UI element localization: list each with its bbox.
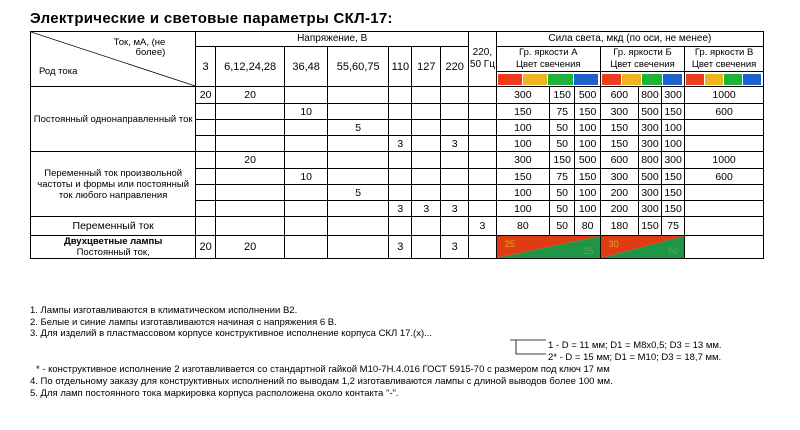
table-cell	[685, 120, 764, 136]
table-cell: 1000	[685, 87, 764, 104]
table-cell: 100	[496, 201, 549, 217]
color-swatch	[724, 74, 743, 85]
table-cell: 150	[496, 104, 549, 120]
table-cell	[285, 136, 328, 152]
table-cell	[441, 152, 469, 169]
table-cell	[469, 169, 497, 185]
bicolor-subtitle: Постоянный ток,	[76, 247, 150, 258]
table-cell: 100	[496, 136, 549, 152]
note-bracket	[510, 336, 550, 360]
group-b-label: Гр. яркости Б	[613, 47, 672, 58]
bicolor-title: Двухцветные лампы	[63, 236, 163, 247]
voltage-col-3: 3	[196, 47, 216, 87]
voltage-header: Напряжение, В	[196, 32, 469, 47]
table-cell	[441, 169, 469, 185]
group-b-color-label: Цвет свечения	[610, 59, 675, 70]
table-cell: 20	[215, 87, 284, 104]
color-swatch	[602, 74, 622, 85]
bicolor-group-a	[496, 236, 600, 259]
color-swatch	[743, 74, 762, 85]
table-cell	[685, 236, 764, 259]
table-cell: 800	[638, 152, 661, 169]
table-cell: 500	[575, 152, 600, 169]
table-cell	[196, 201, 216, 217]
table-cell: 150	[600, 120, 638, 136]
table-cell: 3	[441, 201, 469, 217]
table-cell: 300	[600, 169, 638, 185]
table-cell: 75	[549, 104, 574, 120]
bicolor-value-red: 25	[504, 239, 515, 249]
table-cell	[441, 217, 469, 236]
table-cell: 5	[328, 185, 389, 201]
voltage-col-36-48: 36,48	[285, 47, 328, 87]
table-cell: 100	[496, 185, 549, 201]
table-cell	[215, 185, 284, 201]
table-cell: 150	[662, 185, 685, 201]
note-3-variant-1: 1 - D = 11 мм; D1 = М8х0,5; D3 = 13 мм.	[548, 340, 722, 351]
group-a-color-label: Цвет свечения	[516, 59, 581, 70]
table-cell: 200	[600, 185, 638, 201]
table-cell: 150	[575, 104, 600, 120]
bicolor-value-red: 30	[608, 239, 619, 249]
table-cell	[328, 236, 389, 259]
table-cell	[328, 169, 389, 185]
table-cell: 150	[549, 152, 574, 169]
group-v-color-label: Цвет свечения	[691, 59, 757, 70]
table-cell: 75	[662, 217, 685, 236]
table-cell: 150	[600, 136, 638, 152]
note-2: 2. Белые и синие лампы изготавливаются начиная с напряжения 6 В.	[30, 316, 337, 328]
table-cell	[328, 201, 389, 217]
table-cell: 100	[496, 120, 549, 136]
table-cell	[285, 217, 328, 236]
table-cell	[328, 104, 389, 120]
table-cell: 75	[549, 169, 574, 185]
table-cell	[469, 236, 497, 259]
table-cell: 10	[285, 169, 328, 185]
voltage-col-127: 127	[412, 47, 441, 87]
color-swatch	[642, 74, 662, 85]
current-type-cell: Переменный ток	[31, 217, 196, 236]
table-cell: 300	[662, 87, 685, 104]
color-swatch	[622, 74, 642, 85]
table-cell: 50	[549, 185, 574, 201]
note-3: 3. Для изделий в пластмассовом корпусе конструктивное исполнение корпуса СКЛ 17.(х)...	[30, 328, 433, 340]
table-cell	[389, 217, 412, 236]
table-cell: 3	[389, 236, 412, 259]
table-cell	[469, 136, 497, 152]
note-1: 1. Лампы изготавливаются в климатическом исполнении В2.	[30, 305, 298, 316]
current-type-cell: Переменный ток произвольной частоты и формы или постоянный ток любого направления	[31, 152, 196, 217]
table-cell: 600	[685, 169, 764, 185]
table-cell	[389, 169, 412, 185]
table-cell: 500	[638, 104, 661, 120]
table-cell	[469, 152, 497, 169]
table-cell	[441, 87, 469, 104]
table-cell: 100	[575, 120, 600, 136]
table-cell: 300	[496, 87, 549, 104]
note-5: 5. Для ламп постоянного тока маркировка корпуса расположена около контакта "-".	[30, 388, 399, 399]
table-cell: 500	[575, 87, 600, 104]
table-cell	[328, 152, 389, 169]
parameters-table	[30, 31, 764, 259]
table-cell: 3	[441, 236, 469, 259]
table-cell: 100	[662, 120, 685, 136]
table-cell	[285, 152, 328, 169]
page-title: Электрические и световые параметры СКЛ-17:	[30, 10, 393, 27]
voltage-col-110: 110	[389, 47, 412, 87]
group-v-swatches	[685, 72, 764, 87]
table-cell: 150	[662, 104, 685, 120]
group-b-header	[600, 47, 684, 72]
note-asterisk: * - конструктивное исполнение 2 изготавливается со стандартной гайкой М10-7Н.4.016 ГОСТ 5915-70 с размером под ключ 17 мм	[36, 364, 610, 375]
table-cell: 100	[575, 201, 600, 217]
table-cell	[412, 87, 441, 104]
table-cell: 200	[600, 201, 638, 217]
note-3-variant-2: 2* - D = 15 мм; D1 = М10; D3 = 18,7 мм.	[548, 352, 722, 363]
table-cell: 300	[600, 104, 638, 120]
table-cell	[685, 217, 764, 236]
table-cell	[469, 201, 497, 217]
header-corner-cell	[31, 32, 196, 87]
table-cell	[412, 236, 441, 259]
table-cell: 300	[638, 120, 661, 136]
group-a-label: Гр. яркости А	[519, 47, 578, 58]
table-cell	[412, 152, 441, 169]
table-cell	[215, 136, 284, 152]
table-cell	[412, 136, 441, 152]
table-cell: 100	[575, 185, 600, 201]
table-cell	[389, 87, 412, 104]
table-cell	[196, 185, 216, 201]
current-type-cell: Постоянный однонаправленный ток	[31, 87, 196, 152]
table-cell	[285, 185, 328, 201]
table-cell	[215, 201, 284, 217]
table-cell: 50	[549, 136, 574, 152]
table-cell	[285, 120, 328, 136]
table-cell: 20	[215, 236, 284, 259]
table-cell	[412, 104, 441, 120]
color-swatch-row	[686, 74, 762, 85]
table-cell: 80	[496, 217, 549, 236]
table-cell	[215, 169, 284, 185]
group-v-header	[685, 47, 764, 72]
luminous-header: Сила света, мкд (по оси, не менее)	[496, 32, 763, 47]
color-swatch	[548, 74, 573, 85]
table-cell	[389, 120, 412, 136]
table-cell: 600	[600, 87, 638, 104]
table-cell	[685, 136, 764, 152]
table-cell: 300	[496, 152, 549, 169]
table-cell: 50	[549, 201, 574, 217]
group-a-header	[496, 47, 600, 72]
table-cell: 500	[638, 169, 661, 185]
voltage-col-55-75: 55,60,75	[328, 47, 389, 87]
table-cell: 3	[389, 136, 412, 152]
table-cell: 300	[638, 201, 661, 217]
table-cell: 100	[662, 136, 685, 152]
table-cell: 180	[600, 217, 638, 236]
group-b-swatches	[600, 72, 684, 87]
table-row	[31, 87, 764, 104]
table-cell	[328, 217, 389, 236]
table-cell: 20	[196, 236, 216, 259]
table-cell: 80	[575, 217, 600, 236]
current-type-header: Род тока	[39, 66, 78, 77]
table-cell	[285, 236, 328, 259]
table-cell: 300	[638, 185, 661, 201]
table-cell: 600	[685, 104, 764, 120]
table-cell	[389, 152, 412, 169]
table-cell: 3	[441, 136, 469, 152]
table-cell: 150	[496, 169, 549, 185]
table-cell	[389, 104, 412, 120]
table-cell	[685, 201, 764, 217]
bicolor-value-green: 50	[668, 246, 679, 256]
table-cell: 50	[549, 217, 574, 236]
table-cell	[215, 104, 284, 120]
bicolor-value-green: 25	[583, 246, 594, 256]
ac-voltage-header	[469, 32, 497, 87]
group-v-label: Гр. яркости В	[694, 47, 754, 58]
table-cell	[389, 185, 412, 201]
bicolor-group-b	[600, 236, 684, 259]
table-cell	[328, 136, 389, 152]
color-swatch-row	[602, 74, 683, 85]
table-cell	[196, 152, 216, 169]
table-cell	[685, 185, 764, 201]
table-cell	[215, 217, 284, 236]
table-row	[31, 236, 764, 259]
color-swatch	[705, 74, 724, 85]
table-cell: 300	[638, 136, 661, 152]
table-cell: 50	[549, 120, 574, 136]
table-cell	[412, 217, 441, 236]
table-cell	[196, 120, 216, 136]
color-swatch	[663, 74, 683, 85]
table-cell: 150	[662, 201, 685, 217]
notes	[30, 305, 432, 340]
table-cell: 20	[215, 152, 284, 169]
table-cell: 10	[285, 104, 328, 120]
table-cell: 300	[662, 152, 685, 169]
table-cell	[328, 87, 389, 104]
voltage-col-6-28: 6,12,24,28	[215, 47, 284, 87]
color-swatch	[574, 74, 599, 85]
table-cell: 150	[549, 87, 574, 104]
table-cell: 600	[600, 152, 638, 169]
color-swatch	[523, 74, 548, 85]
table-cell	[469, 104, 497, 120]
table-cell: 20	[196, 87, 216, 104]
group-a-swatches	[496, 72, 600, 87]
ac-voltage-text: 220, 50 Гц	[469, 47, 495, 70]
table-cell: 3	[412, 201, 441, 217]
table-cell	[285, 201, 328, 217]
table-cell: 3	[469, 217, 497, 236]
table-cell	[412, 120, 441, 136]
table-cell	[469, 87, 497, 104]
table-cell: 800	[638, 87, 661, 104]
table-cell: 150	[575, 169, 600, 185]
table-cell	[196, 217, 216, 236]
color-swatch	[498, 74, 523, 85]
table-cell	[412, 169, 441, 185]
table-cell: 3	[389, 201, 412, 217]
table-cell	[196, 104, 216, 120]
color-swatch-row	[498, 74, 599, 85]
table-cell	[412, 185, 441, 201]
table-cell	[441, 120, 469, 136]
table-cell	[215, 120, 284, 136]
table-cell	[441, 185, 469, 201]
table-cell	[196, 169, 216, 185]
color-swatch	[686, 74, 705, 85]
table-cell	[196, 136, 216, 152]
table-cell: 150	[662, 169, 685, 185]
current-header: Ток, мА, (не более)	[113, 37, 166, 58]
table-cell	[469, 120, 497, 136]
table-cell	[441, 104, 469, 120]
table-cell: 1000	[685, 152, 764, 169]
table-row	[31, 217, 764, 236]
table-cell	[285, 87, 328, 104]
bicolor-name-cell	[31, 236, 196, 259]
table-cell: 150	[638, 217, 661, 236]
table-cell: 100	[575, 136, 600, 152]
voltage-col-220: 220	[441, 47, 469, 87]
note-4: 4. По отдельному заказу для конструктивных исполнений по выводам 1,2 изготавливаются лампы с длиной выводов более 100 мм.	[30, 376, 613, 387]
table-row	[31, 152, 764, 169]
table-cell: 5	[328, 120, 389, 136]
table-cell	[469, 185, 497, 201]
